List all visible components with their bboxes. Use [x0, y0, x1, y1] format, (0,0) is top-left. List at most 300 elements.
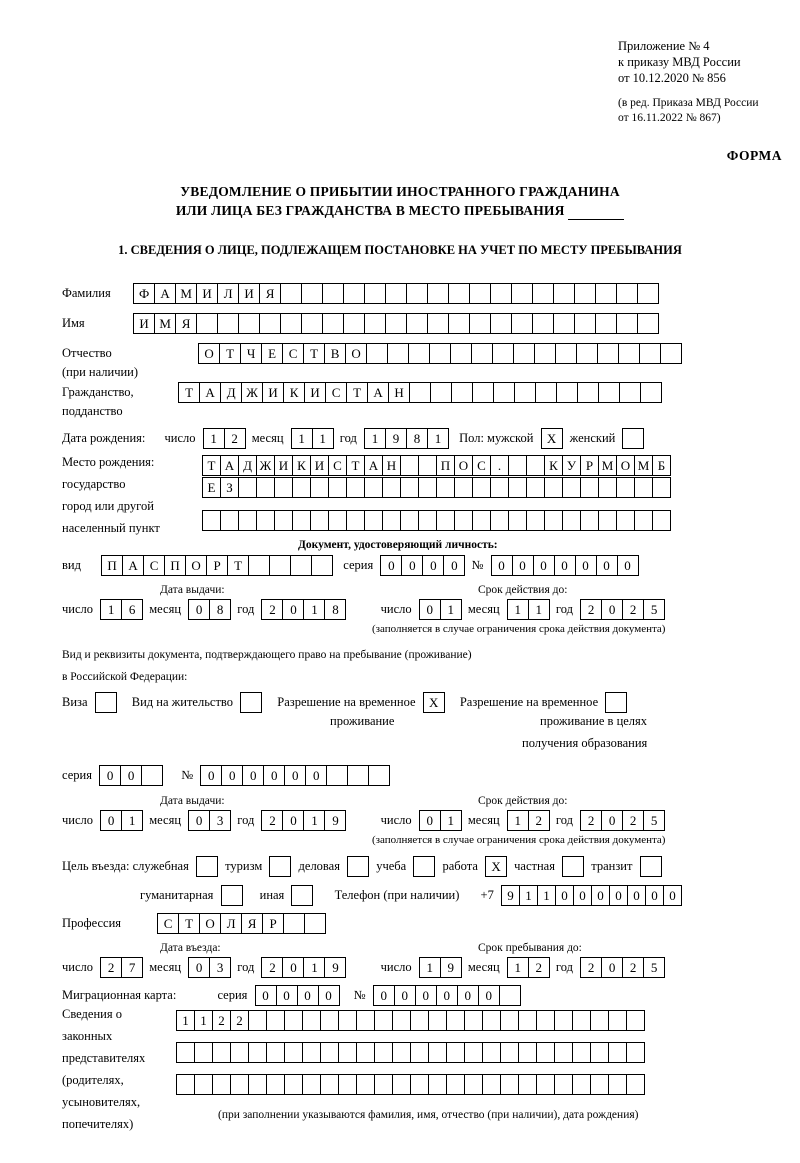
form-cell[interactable]	[511, 313, 533, 334]
form-cell[interactable]: П	[436, 455, 455, 476]
form-cell[interactable]	[499, 985, 521, 1006]
form-cell[interactable]	[490, 477, 509, 498]
form-cell[interactable]	[446, 1010, 465, 1031]
form-cell[interactable]: И	[238, 283, 260, 304]
form-cell[interactable]	[346, 477, 365, 498]
form-cell[interactable]: Т	[346, 382, 368, 403]
form-cell[interactable]: 0	[282, 599, 304, 620]
form-cell[interactable]	[598, 382, 620, 403]
form-cell[interactable]	[311, 555, 333, 576]
form-cell[interactable]	[553, 313, 575, 334]
form-cell[interactable]	[256, 477, 275, 498]
form-cell[interactable]	[343, 283, 365, 304]
form-cell[interactable]	[356, 1074, 375, 1095]
form-cell[interactable]	[577, 382, 599, 403]
form-cell[interactable]	[176, 1074, 195, 1095]
form-cell[interactable]	[347, 765, 369, 786]
birth-place-row-2[interactable]	[202, 477, 670, 498]
form-cell[interactable]: 6	[121, 599, 143, 620]
form-cell[interactable]: Ж	[241, 382, 263, 403]
form-cell[interactable]	[328, 510, 347, 531]
form-cell[interactable]: А	[364, 455, 383, 476]
form-cell[interactable]: 0	[221, 765, 243, 786]
form-cell[interactable]	[639, 343, 661, 364]
form-cell[interactable]	[217, 313, 239, 334]
form-cell[interactable]: 0	[601, 810, 623, 831]
form-cell[interactable]: С	[157, 913, 179, 934]
form-cell[interactable]: 1	[303, 599, 325, 620]
form-cell[interactable]: П	[164, 555, 186, 576]
surname-input[interactable]	[133, 283, 658, 304]
form-cell[interactable]	[248, 1074, 267, 1095]
form-cell[interactable]: Б	[652, 455, 671, 476]
form-cell[interactable]	[176, 1042, 195, 1063]
form-cell[interactable]: З	[220, 477, 239, 498]
form-cell[interactable]: 9	[501, 885, 520, 906]
form-cell[interactable]	[544, 477, 563, 498]
form-cell[interactable]	[302, 1010, 321, 1031]
entry-month-input[interactable]	[188, 957, 230, 978]
form-cell[interactable]	[256, 510, 275, 531]
form-cell[interactable]: 0	[401, 555, 423, 576]
form-cell[interactable]	[338, 1042, 357, 1063]
residence-permit-checkbox[interactable]	[240, 692, 262, 713]
name-input[interactable]	[133, 313, 658, 334]
form-cell[interactable]: 1	[194, 1010, 213, 1031]
form-cell[interactable]: 1	[519, 885, 538, 906]
form-cell[interactable]	[202, 510, 221, 531]
stay-issue-year-input[interactable]	[261, 810, 345, 831]
form-cell[interactable]: 0	[555, 885, 574, 906]
form-cell[interactable]	[526, 510, 545, 531]
form-cell[interactable]	[364, 313, 386, 334]
form-cell[interactable]: 2	[580, 810, 602, 831]
form-cell[interactable]: 0	[663, 885, 682, 906]
form-cell[interactable]: М	[175, 283, 197, 304]
form-cell[interactable]	[196, 313, 218, 334]
form-cell[interactable]	[536, 1010, 555, 1031]
form-cell[interactable]: Т	[303, 343, 325, 364]
stay-valid-year-input[interactable]	[580, 810, 664, 831]
form-cell[interactable]	[451, 382, 473, 403]
form-cell[interactable]	[230, 1074, 249, 1095]
form-cell[interactable]: 1	[176, 1010, 195, 1031]
form-cell[interactable]	[338, 1074, 357, 1095]
form-cell[interactable]	[626, 1010, 645, 1031]
form-cell[interactable]	[274, 510, 293, 531]
form-cell[interactable]	[284, 1042, 303, 1063]
form-cell[interactable]: 0	[601, 957, 623, 978]
form-cell[interactable]: 0	[554, 555, 576, 576]
form-cell[interactable]	[430, 382, 452, 403]
form-cell[interactable]	[554, 1042, 573, 1063]
form-cell[interactable]: 7	[121, 957, 143, 978]
form-cell[interactable]: У	[562, 455, 581, 476]
form-cell[interactable]	[574, 313, 596, 334]
entry-day-input[interactable]	[100, 957, 142, 978]
form-cell[interactable]: 0	[512, 555, 534, 576]
form-cell[interactable]	[301, 283, 323, 304]
form-cell[interactable]: 0	[242, 765, 264, 786]
form-cell[interactable]: 1	[507, 599, 529, 620]
form-cell[interactable]	[598, 477, 617, 498]
form-cell[interactable]	[616, 510, 635, 531]
form-cell[interactable]	[626, 1074, 645, 1095]
form-cell[interactable]	[500, 1010, 519, 1031]
form-cell[interactable]: 0	[573, 885, 592, 906]
form-cell[interactable]: С	[282, 343, 304, 364]
form-cell[interactable]	[556, 382, 578, 403]
birth-year-input[interactable]	[364, 428, 448, 449]
form-cell[interactable]	[616, 283, 638, 304]
form-cell[interactable]	[572, 1074, 591, 1095]
form-cell[interactable]	[490, 313, 512, 334]
form-cell[interactable]	[446, 1074, 465, 1095]
form-cell[interactable]	[634, 510, 653, 531]
form-cell[interactable]	[290, 555, 312, 576]
form-cell[interactable]	[418, 510, 437, 531]
form-cell[interactable]	[428, 1010, 447, 1031]
form-cell[interactable]	[464, 1042, 483, 1063]
form-cell[interactable]	[508, 510, 527, 531]
form-cell[interactable]	[464, 1074, 483, 1095]
form-cell[interactable]	[555, 343, 577, 364]
doc-valid-year-input[interactable]	[580, 599, 664, 620]
form-cell[interactable]	[608, 1074, 627, 1095]
form-cell[interactable]	[532, 313, 554, 334]
form-cell[interactable]	[387, 343, 409, 364]
form-cell[interactable]	[450, 343, 472, 364]
form-cell[interactable]: 0	[601, 599, 623, 620]
form-cell[interactable]: 2	[622, 957, 644, 978]
form-cell[interactable]	[472, 382, 494, 403]
purpose-private-checkbox[interactable]	[562, 856, 584, 877]
legal-rep-row-3[interactable]	[176, 1074, 644, 1095]
form-cell[interactable]: 1	[419, 957, 441, 978]
form-cell[interactable]: Ф	[133, 283, 155, 304]
form-cell[interactable]: Я	[241, 913, 263, 934]
form-cell[interactable]: 0	[591, 885, 610, 906]
form-cell[interactable]: И	[304, 382, 326, 403]
form-cell[interactable]	[326, 765, 348, 786]
form-cell[interactable]	[436, 477, 455, 498]
purpose-service-checkbox[interactable]	[196, 856, 218, 877]
form-cell[interactable]	[590, 1074, 609, 1095]
form-cell[interactable]	[382, 510, 401, 531]
form-cell[interactable]	[429, 343, 451, 364]
form-cell[interactable]	[292, 510, 311, 531]
form-cell[interactable]	[320, 1074, 339, 1095]
form-cell[interactable]: 1	[303, 957, 325, 978]
form-cell[interactable]: И	[196, 283, 218, 304]
form-cell[interactable]: А	[367, 382, 389, 403]
visa-checkbox[interactable]	[95, 692, 117, 713]
form-cell[interactable]: 0	[457, 985, 479, 1006]
form-cell[interactable]	[374, 1074, 393, 1095]
form-cell[interactable]	[572, 1010, 591, 1031]
form-cell[interactable]: Л	[217, 283, 239, 304]
form-cell[interactable]: М	[634, 455, 653, 476]
form-cell[interactable]	[283, 913, 305, 934]
form-cell[interactable]: 0	[263, 765, 285, 786]
form-cell[interactable]: А	[154, 283, 176, 304]
purpose-business-checkbox[interactable]	[347, 856, 369, 877]
form-cell[interactable]: 2	[100, 957, 122, 978]
form-cell[interactable]	[472, 510, 491, 531]
form-cell[interactable]: 0	[419, 599, 441, 620]
form-cell[interactable]: С	[328, 455, 347, 476]
form-cell[interactable]	[366, 343, 388, 364]
form-cell[interactable]	[492, 343, 514, 364]
form-cell[interactable]: 0	[373, 985, 395, 1006]
form-cell[interactable]: И	[274, 455, 293, 476]
form-cell[interactable]: О	[185, 555, 207, 576]
form-cell[interactable]: А	[220, 455, 239, 476]
form-cell[interactable]	[574, 283, 596, 304]
form-cell[interactable]	[652, 477, 671, 498]
form-cell[interactable]: 0	[305, 765, 327, 786]
sex-female-checkbox[interactable]	[622, 428, 644, 449]
form-cell[interactable]	[364, 510, 383, 531]
edu-residence-checkbox[interactable]	[605, 692, 627, 713]
form-cell[interactable]	[280, 313, 302, 334]
form-cell[interactable]	[526, 455, 545, 476]
purpose-transit-checkbox[interactable]	[640, 856, 662, 877]
form-cell[interactable]	[280, 283, 302, 304]
form-cell[interactable]	[500, 1074, 519, 1095]
purpose-other-checkbox[interactable]	[291, 885, 313, 906]
form-cell[interactable]: 1	[440, 810, 462, 831]
form-cell[interactable]	[301, 313, 323, 334]
form-cell[interactable]	[490, 510, 509, 531]
form-cell[interactable]	[248, 1010, 267, 1031]
form-cell[interactable]	[562, 510, 581, 531]
form-cell[interactable]: .	[490, 455, 509, 476]
form-cell[interactable]	[302, 1042, 321, 1063]
form-cell[interactable]: 0	[436, 985, 458, 1006]
form-cell[interactable]	[619, 382, 641, 403]
form-cell[interactable]	[469, 283, 491, 304]
form-cell[interactable]: 0	[120, 765, 142, 786]
form-cell[interactable]	[212, 1042, 231, 1063]
purpose-tourism-checkbox[interactable]	[269, 856, 291, 877]
form-cell[interactable]	[269, 555, 291, 576]
form-cell[interactable]	[400, 477, 419, 498]
doc-issue-day-input[interactable]	[100, 599, 142, 620]
doc-series-input[interactable]	[380, 555, 464, 576]
form-cell[interactable]: 1	[100, 599, 122, 620]
form-cell[interactable]: 0	[617, 555, 639, 576]
form-cell[interactable]	[595, 313, 617, 334]
form-cell[interactable]	[454, 510, 473, 531]
form-cell[interactable]: 0	[282, 810, 304, 831]
form-cell[interactable]	[472, 477, 491, 498]
form-cell[interactable]: 0	[276, 985, 298, 1006]
form-cell[interactable]: 5	[643, 599, 665, 620]
form-cell[interactable]	[302, 1074, 321, 1095]
form-cell[interactable]	[374, 1042, 393, 1063]
form-cell[interactable]: 2	[528, 957, 550, 978]
form-cell[interactable]	[616, 313, 638, 334]
form-cell[interactable]	[410, 1074, 429, 1095]
form-cell[interactable]	[514, 382, 536, 403]
form-cell[interactable]: 8	[324, 599, 346, 620]
form-cell[interactable]: 0	[394, 985, 416, 1006]
form-cell[interactable]	[580, 510, 599, 531]
form-cell[interactable]	[385, 313, 407, 334]
form-cell[interactable]: 2	[224, 428, 246, 449]
form-cell[interactable]	[230, 1042, 249, 1063]
form-cell[interactable]	[608, 1042, 627, 1063]
form-cell[interactable]	[482, 1042, 501, 1063]
form-cell[interactable]: 0	[318, 985, 340, 1006]
form-cell[interactable]	[406, 283, 428, 304]
stay-until-year-input[interactable]	[580, 957, 664, 978]
form-cell[interactable]	[595, 283, 617, 304]
form-cell[interactable]: Т	[346, 455, 365, 476]
form-cell[interactable]: Е	[261, 343, 283, 364]
form-cell[interactable]	[513, 343, 535, 364]
form-cell[interactable]	[554, 1010, 573, 1031]
form-cell[interactable]: 0	[533, 555, 555, 576]
doc-valid-day-input[interactable]	[419, 599, 461, 620]
form-cell[interactable]	[284, 1010, 303, 1031]
legal-rep-row-1[interactable]	[176, 1010, 644, 1031]
form-cell[interactable]: О	[345, 343, 367, 364]
form-cell[interactable]: Л	[220, 913, 242, 934]
form-cell[interactable]	[562, 477, 581, 498]
form-cell[interactable]	[508, 455, 527, 476]
form-cell[interactable]	[322, 283, 344, 304]
stay-until-day-input[interactable]	[419, 957, 461, 978]
form-cell[interactable]	[343, 313, 365, 334]
form-cell[interactable]	[410, 1042, 429, 1063]
form-cell[interactable]: Я	[175, 313, 197, 334]
form-cell[interactable]	[364, 283, 386, 304]
purpose-humanitarian-checkbox[interactable]	[221, 885, 243, 906]
form-cell[interactable]	[536, 1074, 555, 1095]
doc-issue-month-input[interactable]	[188, 599, 230, 620]
form-cell[interactable]	[640, 382, 662, 403]
form-cell[interactable]	[590, 1042, 609, 1063]
doc-issue-year-input[interactable]	[261, 599, 345, 620]
form-cell[interactable]	[284, 1074, 303, 1095]
form-cell[interactable]: 1	[427, 428, 449, 449]
form-cell[interactable]: 1	[203, 428, 225, 449]
form-cell[interactable]: 0	[491, 555, 513, 576]
form-cell[interactable]	[410, 1010, 429, 1031]
form-cell[interactable]: 0	[380, 555, 402, 576]
form-cell[interactable]: С	[325, 382, 347, 403]
form-cell[interactable]: 3	[209, 810, 231, 831]
form-cell[interactable]	[408, 343, 430, 364]
form-cell[interactable]: Ч	[240, 343, 262, 364]
form-cell[interactable]: С	[143, 555, 165, 576]
form-cell[interactable]: 0	[188, 599, 210, 620]
birth-day-input[interactable]	[203, 428, 245, 449]
form-cell[interactable]	[436, 510, 455, 531]
form-cell[interactable]	[518, 1042, 537, 1063]
form-cell[interactable]	[448, 313, 470, 334]
form-cell[interactable]: Т	[227, 555, 249, 576]
form-cell[interactable]	[259, 313, 281, 334]
form-cell[interactable]	[400, 455, 419, 476]
form-cell[interactable]: 2	[622, 599, 644, 620]
form-cell[interactable]	[238, 313, 260, 334]
form-cell[interactable]: 0	[284, 765, 306, 786]
form-cell[interactable]	[427, 283, 449, 304]
form-cell[interactable]: Р	[262, 913, 284, 934]
form-cell[interactable]: Д	[238, 455, 257, 476]
form-cell[interactable]	[266, 1010, 285, 1031]
form-cell[interactable]	[576, 343, 598, 364]
form-cell[interactable]	[194, 1074, 213, 1095]
form-cell[interactable]	[597, 343, 619, 364]
form-cell[interactable]	[526, 477, 545, 498]
form-cell[interactable]	[598, 510, 617, 531]
form-cell[interactable]	[428, 1074, 447, 1095]
form-cell[interactable]	[328, 477, 347, 498]
form-cell[interactable]	[266, 1074, 285, 1095]
purpose-work-checkbox[interactable]: Х	[485, 856, 507, 877]
birth-place-row-1[interactable]	[202, 455, 670, 476]
form-cell[interactable]	[532, 283, 554, 304]
form-cell[interactable]	[626, 1042, 645, 1063]
form-cell[interactable]	[535, 382, 557, 403]
stay-valid-month-input[interactable]	[507, 810, 549, 831]
form-cell[interactable]	[368, 765, 390, 786]
form-cell[interactable]	[652, 510, 671, 531]
form-cell[interactable]: Н	[388, 382, 410, 403]
form-cell[interactable]	[637, 313, 659, 334]
migration-number-input[interactable]	[373, 985, 520, 1006]
sex-male-checkbox[interactable]: Х	[541, 428, 563, 449]
migration-series-input[interactable]	[255, 985, 339, 1006]
form-cell[interactable]: Т	[178, 382, 200, 403]
stay-valid-day-input[interactable]	[419, 810, 461, 831]
form-cell[interactable]: В	[324, 343, 346, 364]
form-cell[interactable]: О	[199, 913, 221, 934]
form-cell[interactable]: 3	[209, 957, 231, 978]
form-cell[interactable]	[554, 1074, 573, 1095]
form-cell[interactable]: 9	[324, 957, 346, 978]
form-cell[interactable]: 0	[422, 555, 444, 576]
form-cell[interactable]	[320, 1042, 339, 1063]
form-cell[interactable]	[660, 343, 682, 364]
form-cell[interactable]: 0	[99, 765, 121, 786]
form-cell[interactable]: 1	[303, 810, 325, 831]
form-cell[interactable]: 1	[537, 885, 556, 906]
form-cell[interactable]	[400, 510, 419, 531]
form-cell[interactable]: Ж	[256, 455, 275, 476]
form-cell[interactable]: 0	[255, 985, 277, 1006]
form-cell[interactable]: 0	[282, 957, 304, 978]
form-cell[interactable]: К	[544, 455, 563, 476]
temp-residence-checkbox[interactable]: Х	[423, 692, 445, 713]
form-cell[interactable]: Е	[202, 477, 221, 498]
birth-place-row-3[interactable]	[202, 510, 670, 531]
form-cell[interactable]: Т	[178, 913, 200, 934]
form-cell[interactable]	[409, 382, 431, 403]
form-cell[interactable]	[238, 510, 257, 531]
form-cell[interactable]	[322, 313, 344, 334]
form-cell[interactable]: К	[292, 455, 311, 476]
form-cell[interactable]	[511, 283, 533, 304]
form-cell[interactable]	[346, 510, 365, 531]
form-cell[interactable]	[392, 1074, 411, 1095]
form-cell[interactable]: 0	[609, 885, 628, 906]
form-cell[interactable]: 8	[406, 428, 428, 449]
